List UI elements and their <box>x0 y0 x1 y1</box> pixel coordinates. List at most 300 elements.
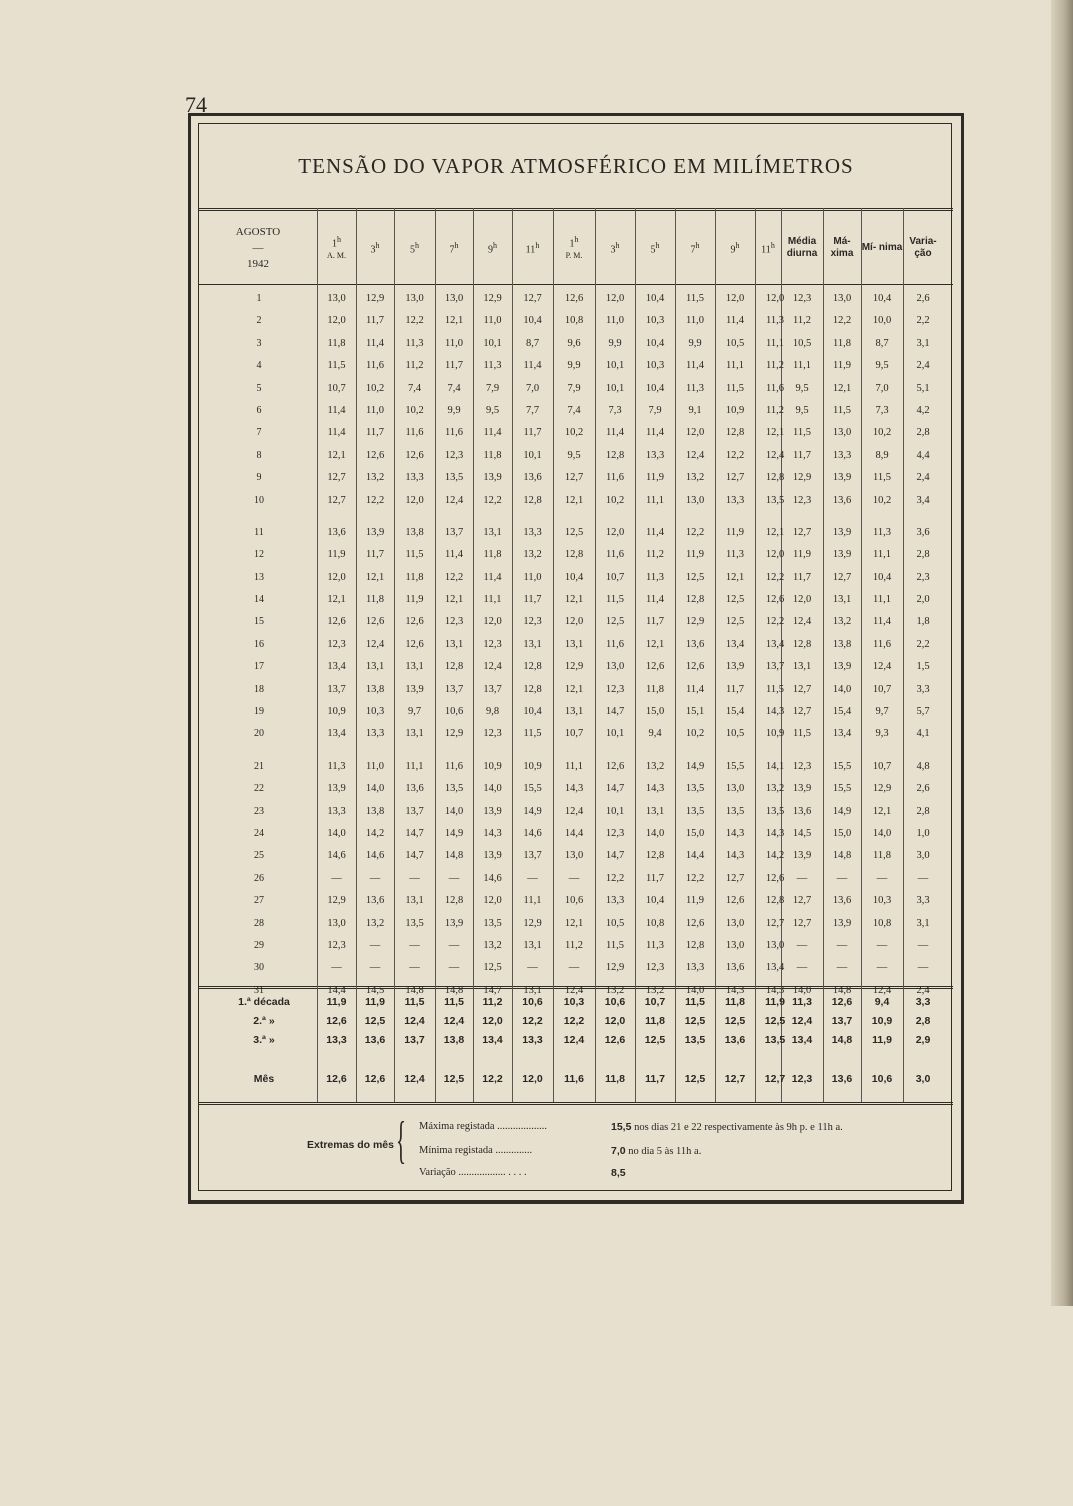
day-cell: 3 <box>256 337 262 349</box>
summary-value: 11,9 <box>365 996 385 1008</box>
value-cell: 14,2 <box>365 827 385 839</box>
header-variacao: Varia- ção <box>909 236 937 259</box>
value-cell: 13,1 <box>645 805 665 817</box>
value-cell: 15,5 <box>523 783 542 795</box>
value-cell: 12,3 <box>792 293 812 304</box>
summary-value: 12,6 <box>831 996 853 1008</box>
header-hour: 9$^h$ <box>730 240 740 256</box>
value-cell: 14,9 <box>523 805 542 817</box>
value-cell: 9,5 <box>795 382 809 394</box>
value-cell: 12,2 <box>405 315 424 327</box>
value-cell: 13,5 <box>444 783 464 795</box>
value-cell: 12,7 <box>523 293 542 304</box>
value-cell: 13,5 <box>765 494 785 506</box>
value-cell: 13,9 <box>832 917 852 929</box>
value-cell: 12,2 <box>444 571 464 583</box>
summary-value: 12,2 <box>522 1015 543 1027</box>
value-cell: 4,2 <box>916 404 930 416</box>
summary-value: 10,3 <box>563 996 585 1008</box>
value-cell: 12,1 <box>765 427 785 439</box>
value-cell: 10,7 <box>872 683 892 695</box>
summary-label: 2.ª » <box>253 1015 275 1027</box>
value-cell: 11,5 <box>686 293 704 304</box>
min-value: 7,0 no dia 5 às 11h a. <box>611 1145 702 1157</box>
value-cell: 12,9 <box>483 293 502 304</box>
value-cell: 11,4 <box>366 337 384 349</box>
summary-value: 12,0 <box>604 1015 626 1027</box>
value-cell: 12,3 <box>792 494 812 506</box>
summary-label: 1.ª década <box>238 996 290 1008</box>
day-cell: 7 <box>256 427 262 439</box>
value-cell: — <box>369 939 381 951</box>
value-cell: 14,0 <box>792 984 812 996</box>
value-cell: 13,2 <box>365 917 385 929</box>
value-cell: 12,6 <box>685 917 705 929</box>
value-cell: 12,6 <box>685 661 705 673</box>
value-cell: 11,3 <box>405 337 424 349</box>
header-hour: 5$^h$ <box>410 240 419 256</box>
value-cell: 12,7 <box>792 917 812 929</box>
value-cell: 9,1 <box>688 404 702 416</box>
value-cell: 12,1 <box>444 594 464 606</box>
value-cell: 10,1 <box>605 382 625 394</box>
value-cell: 12,1 <box>564 683 584 695</box>
value-cell: 13,5 <box>405 917 424 929</box>
value-cell: 13,9 <box>483 805 502 817</box>
header-hour: 1$^h$ A. M. <box>327 234 346 261</box>
value-cell: 10,7 <box>605 571 625 583</box>
value-cell: 9,8 <box>485 706 500 718</box>
value-cell: 11,5 <box>327 360 346 372</box>
header-hour: 7$^h$ <box>449 240 459 256</box>
value-cell: 9,7 <box>875 706 889 718</box>
value-cell: 13,0 <box>725 917 745 929</box>
value-cell: 11,4 <box>327 404 346 416</box>
value-cell: 13,4 <box>327 661 346 673</box>
inner-border <box>198 123 952 1191</box>
value-cell: 12,1 <box>365 571 385 583</box>
value-cell: 13,7 <box>444 683 464 695</box>
value-cell: — <box>448 872 460 884</box>
value-cell: 13,4 <box>832 728 852 740</box>
value-cell: 13,9 <box>365 526 385 538</box>
value-cell: 12,4 <box>685 449 705 461</box>
value-cell: 12,5 <box>605 616 625 628</box>
value-cell: 13,4 <box>327 728 346 740</box>
value-cell: 13,9 <box>444 917 464 929</box>
value-cell: 11,4 <box>483 427 502 439</box>
value-cell: — <box>409 872 420 884</box>
value-cell: 11,5 <box>606 939 624 951</box>
value-cell: 11,4 <box>606 427 624 439</box>
table-row <box>199 491 953 513</box>
value-cell: 11,9 <box>686 549 704 561</box>
value-cell: 10,6 <box>444 706 464 718</box>
value-cell: 2,8 <box>916 549 930 561</box>
summary-value: 2,8 <box>915 1015 931 1027</box>
value-cell: 10,3 <box>365 706 385 718</box>
value-cell: 10,4 <box>523 315 542 327</box>
extremes-label: Extremas do mês <box>307 1139 394 1151</box>
day-cell: 25 <box>254 850 264 862</box>
value-cell: 11,6 <box>766 382 784 394</box>
value-cell: 12,1 <box>564 494 584 506</box>
value-cell: 9,9 <box>608 337 622 349</box>
value-cell: 14,0 <box>872 827 892 839</box>
day-cell: 21 <box>254 760 264 772</box>
value-cell: 13,7 <box>327 683 346 695</box>
table-row <box>199 824 953 846</box>
header-minima: Mí- nima <box>861 242 903 253</box>
value-cell: 11,3 <box>726 549 744 561</box>
value-cell: 11,6 <box>405 427 424 439</box>
value-cell: 11,0 <box>606 315 624 327</box>
value-cell: 11,2 <box>405 360 424 372</box>
value-cell: 13,9 <box>483 472 502 484</box>
value-cell: 11,9 <box>686 895 704 907</box>
value-cell: 12,5 <box>564 526 584 538</box>
day-cell: 10 <box>254 494 264 506</box>
value-cell: 14,8 <box>405 984 424 996</box>
value-cell: 12,3 <box>483 638 502 650</box>
value-cell: 13,2 <box>645 760 665 772</box>
value-cell: 12,9 <box>523 917 542 929</box>
value-cell: 7,9 <box>485 382 500 394</box>
header-hour: 1$^h$ P. M. <box>565 234 583 261</box>
value-cell: 1,0 <box>916 827 930 839</box>
value-cell: 11,5 <box>873 472 891 484</box>
summary-value: 13,5 <box>764 1034 786 1046</box>
value-cell: 11,6 <box>606 549 624 561</box>
value-cell: 12,8 <box>765 472 785 484</box>
value-cell: 13,6 <box>685 638 705 650</box>
summary-value: 13,4 <box>791 1034 813 1046</box>
value-cell: 3,1 <box>916 337 930 349</box>
value-cell: 10,8 <box>872 917 892 929</box>
max-value: 15,5 nos dias 21 e 22 respectivamente às 9h p. e 11h a. <box>611 1121 843 1133</box>
summary-value: 12,6 <box>604 1034 626 1046</box>
value-cell: 13,2 <box>605 984 625 996</box>
value-cell: 13,6 <box>365 895 385 907</box>
value-cell: 10,2 <box>605 494 625 506</box>
value-cell: 12,6 <box>564 293 584 304</box>
value-cell: 9,4 <box>648 728 662 740</box>
value-cell: 11,1 <box>483 594 502 606</box>
value-cell: 12,1 <box>327 594 346 606</box>
value-cell: 11,7 <box>646 616 664 628</box>
value-cell: 11,0 <box>686 315 704 327</box>
value-cell: 11,2 <box>793 315 811 327</box>
value-cell: 14,7 <box>405 850 424 862</box>
value-cell: 9,9 <box>688 337 702 349</box>
value-cell: 11,0 <box>445 337 463 349</box>
value-cell: 14,7 <box>605 706 625 718</box>
value-cell: 13,1 <box>564 706 584 718</box>
value-cell: 13,2 <box>523 549 542 561</box>
value-cell: 7,7 <box>525 404 540 416</box>
value-cell: — <box>369 962 381 974</box>
value-cell: 11,8 <box>483 449 502 461</box>
value-cell: 11,1 <box>646 494 664 506</box>
value-cell: 13,3 <box>405 472 424 484</box>
value-cell: 9,5 <box>875 360 889 372</box>
value-cell: 13,3 <box>605 895 625 907</box>
summary-value: 13,6 <box>831 1073 853 1085</box>
value-cell: — <box>568 872 580 884</box>
day-cell: 11 <box>254 526 264 538</box>
summary-value: 10,7 <box>644 996 666 1008</box>
value-cell: 10,3 <box>645 315 665 327</box>
header-media: Média diurna <box>786 236 818 259</box>
value-cell: 12,3 <box>605 683 625 695</box>
value-cell: 10,2 <box>365 382 385 394</box>
value-cell: 12,3 <box>645 962 665 974</box>
value-cell: 11,4 <box>873 616 891 628</box>
value-cell: 2,3 <box>916 571 930 583</box>
value-cell: 12,0 <box>564 616 584 628</box>
value-cell: — <box>917 939 929 951</box>
value-cell: 14,3 <box>645 783 665 795</box>
value-cell: 13,6 <box>832 494 852 506</box>
extremes-rule <box>199 1102 953 1105</box>
value-cell: 14,0 <box>444 805 464 817</box>
summary-label: Mês <box>253 1073 275 1085</box>
value-cell: 11,6 <box>366 360 384 372</box>
value-cell: 11,8 <box>366 594 384 606</box>
summary-value: 13,8 <box>443 1034 465 1046</box>
value-cell: 14,6 <box>365 850 385 862</box>
value-cell: 12,8 <box>523 494 542 506</box>
value-cell: 13,9 <box>832 526 852 538</box>
value-cell: 11,7 <box>726 683 744 695</box>
day-cell: 30 <box>254 962 264 974</box>
header-hour: 3$^h$ <box>370 240 380 256</box>
summary-value: 13,6 <box>724 1034 746 1046</box>
header-hour: 9$^h$ <box>488 240 497 256</box>
value-cell: 12,6 <box>605 760 625 772</box>
value-cell: 10,2 <box>405 404 424 416</box>
value-cell: 12,9 <box>327 895 346 907</box>
value-cell: 13,5 <box>685 783 705 795</box>
value-cell: 10,1 <box>523 449 542 461</box>
value-cell: 7,4 <box>447 382 461 394</box>
value-cell: 11,5 <box>766 683 784 695</box>
value-cell: 11,0 <box>366 760 384 772</box>
value-cell: 13,9 <box>725 661 745 673</box>
value-cell: 12,0 <box>685 427 705 439</box>
summary-value: 13,6 <box>364 1034 386 1046</box>
value-cell: 13,0 <box>725 939 745 951</box>
value-cell: 11,4 <box>523 360 542 372</box>
value-cell: 15,4 <box>725 706 745 718</box>
value-cell: 2,2 <box>916 638 930 650</box>
brace: { <box>396 1112 406 1169</box>
value-cell: 11,0 <box>523 571 542 583</box>
value-cell: 14,1 <box>765 760 785 772</box>
max-label: Máxima registada ................... <box>419 1121 548 1132</box>
day-cell: 1 <box>256 293 262 304</box>
value-cell: 13,1 <box>564 638 584 650</box>
value-cell: — <box>331 872 342 884</box>
value-cell: — <box>876 962 888 974</box>
value-cell: 14,0 <box>327 827 346 839</box>
table-row <box>199 311 953 333</box>
value-cell: 10,4 <box>645 293 665 304</box>
value-cell: 11,5 <box>833 404 851 416</box>
value-cell: 12,7 <box>792 526 812 538</box>
value-cell: 11,6 <box>445 760 463 772</box>
value-cell: 10,9 <box>327 706 346 718</box>
value-cell: 13,9 <box>792 783 812 795</box>
value-cell: 12,1 <box>872 805 892 817</box>
value-cell: 14,3 <box>725 827 745 839</box>
table-title: TENSÃO DO VAPOR ATMOSFÉRICO EM MILÍMETROS <box>298 154 854 178</box>
value-cell: 13,0 <box>327 917 346 929</box>
value-cell: 14,9 <box>444 827 464 839</box>
value-cell: 11,8 <box>405 571 424 583</box>
summary-value: 11,9 <box>872 1034 892 1046</box>
value-cell: 12,7 <box>327 472 346 484</box>
value-cell: 10,4 <box>645 895 665 907</box>
value-cell: 13,7 <box>765 661 785 673</box>
summary-value: 12,5 <box>684 1073 706 1085</box>
value-cell: 12,7 <box>564 472 584 484</box>
day-cell: 6 <box>256 404 262 416</box>
value-cell: 13,0 <box>405 293 424 304</box>
value-cell: 12,2 <box>765 571 785 583</box>
value-cell: 12,8 <box>444 895 464 907</box>
value-cell: 12,8 <box>605 449 625 461</box>
summary-value: 12,4 <box>443 1015 465 1027</box>
summary-value: 10,9 <box>871 1015 893 1027</box>
value-cell: 7,4 <box>567 404 581 416</box>
value-cell: 2,6 <box>916 293 930 304</box>
summary-value: 9,4 <box>874 996 890 1008</box>
value-cell: 12,1 <box>725 571 745 583</box>
day-cell: 26 <box>254 872 264 884</box>
value-cell: 12,8 <box>523 683 542 695</box>
value-cell: 14,3 <box>725 850 745 862</box>
value-cell: 12,3 <box>523 616 542 628</box>
var-value: 8,5 <box>611 1167 626 1179</box>
value-cell: 10,2 <box>872 494 892 506</box>
value-cell: 2,8 <box>916 427 930 439</box>
table-row <box>199 334 953 356</box>
day-cell: 23 <box>254 805 264 817</box>
header-rule <box>199 284 953 285</box>
summary-value: 13,7 <box>831 1015 853 1027</box>
day-cell: 22 <box>254 783 264 795</box>
day-cell: 16 <box>254 638 264 650</box>
value-cell: 14,0 <box>832 683 852 695</box>
value-cell: 13,0 <box>832 427 852 439</box>
value-cell: 13,1 <box>523 939 542 951</box>
value-cell: 1,8 <box>916 616 930 628</box>
value-cell: 9,9 <box>567 360 581 372</box>
value-cell: 13,1 <box>444 638 464 650</box>
value-cell: 10,7 <box>564 728 584 740</box>
value-cell: 12,1 <box>564 594 584 606</box>
value-cell: 11,1 <box>523 895 542 907</box>
value-cell: 11,6 <box>606 638 624 650</box>
value-cell: 12,4 <box>483 661 502 673</box>
value-cell: 11,7 <box>366 427 384 439</box>
value-cell: 3,3 <box>916 683 930 695</box>
summary-value: 12,5 <box>443 1073 465 1085</box>
value-cell: 13,0 <box>725 783 745 795</box>
value-cell: 14,5 <box>365 984 385 996</box>
book-spine-shadow <box>1051 0 1073 1306</box>
value-cell: 12,4 <box>365 638 385 650</box>
day-cell: 18 <box>254 683 264 695</box>
value-cell: 12,0 <box>405 494 424 506</box>
day-cell: 9 <box>256 472 262 484</box>
value-cell: 14,5 <box>792 827 812 839</box>
value-cell: 13,5 <box>765 805 785 817</box>
value-cell: 13,7 <box>483 683 502 695</box>
day-cell: 27 <box>254 895 264 907</box>
value-cell: 13,6 <box>327 526 346 538</box>
value-cell: 14,3 <box>765 984 785 996</box>
header-hour: 11$^h$ <box>761 240 775 256</box>
value-cell: 15,5 <box>832 783 852 795</box>
min-label: Mínima registada .............. <box>419 1145 533 1156</box>
value-cell: 13,2 <box>685 472 705 484</box>
value-cell: 12,6 <box>405 449 424 461</box>
value-cell: 11,5 <box>405 549 424 561</box>
value-cell: 14,4 <box>327 984 346 996</box>
value-cell: 14,0 <box>645 827 665 839</box>
value-cell: 1,5 <box>916 661 930 673</box>
summary-value: 12,4 <box>791 1015 813 1027</box>
value-cell: 11,5 <box>523 728 542 740</box>
value-cell: 14,0 <box>483 783 502 795</box>
value-cell: 11,1 <box>405 760 424 772</box>
value-cell: 12,2 <box>605 872 625 884</box>
value-cell: 13,9 <box>483 850 502 862</box>
value-cell: 14,8 <box>832 984 852 996</box>
value-cell: 11,4 <box>483 571 502 583</box>
title-rule <box>199 208 953 211</box>
summary-value: 11,5 <box>444 996 464 1008</box>
value-cell: 14,3 <box>765 706 785 718</box>
value-cell: 14,7 <box>483 984 502 996</box>
value-cell: 15,0 <box>685 827 705 839</box>
table-row <box>199 657 953 679</box>
value-cell: 11,9 <box>833 360 851 372</box>
day-cell: 4 <box>256 360 262 372</box>
value-cell: 7,9 <box>567 382 581 394</box>
value-cell: 10,2 <box>564 427 584 439</box>
table-row <box>199 446 953 468</box>
value-cell: 13,2 <box>483 939 502 951</box>
value-cell: 12,8 <box>444 661 464 673</box>
day-cell: 28 <box>254 917 264 929</box>
value-cell: 10,8 <box>645 917 665 929</box>
value-cell: 12,0 <box>605 293 625 304</box>
summary-value: 11,8 <box>645 1015 665 1027</box>
summary-value: 11,9 <box>326 996 347 1008</box>
value-cell: 13,9 <box>792 850 812 862</box>
value-cell: 11,7 <box>445 360 463 372</box>
value-cell: 13,9 <box>832 661 852 673</box>
value-cell: 12,6 <box>765 594 785 606</box>
value-cell: 10,1 <box>483 337 502 349</box>
value-cell: 5,7 <box>916 706 930 718</box>
header-hour: 3$^h$ <box>610 240 620 256</box>
value-cell: 7,0 <box>875 382 889 394</box>
value-cell: 12,1 <box>645 638 665 650</box>
